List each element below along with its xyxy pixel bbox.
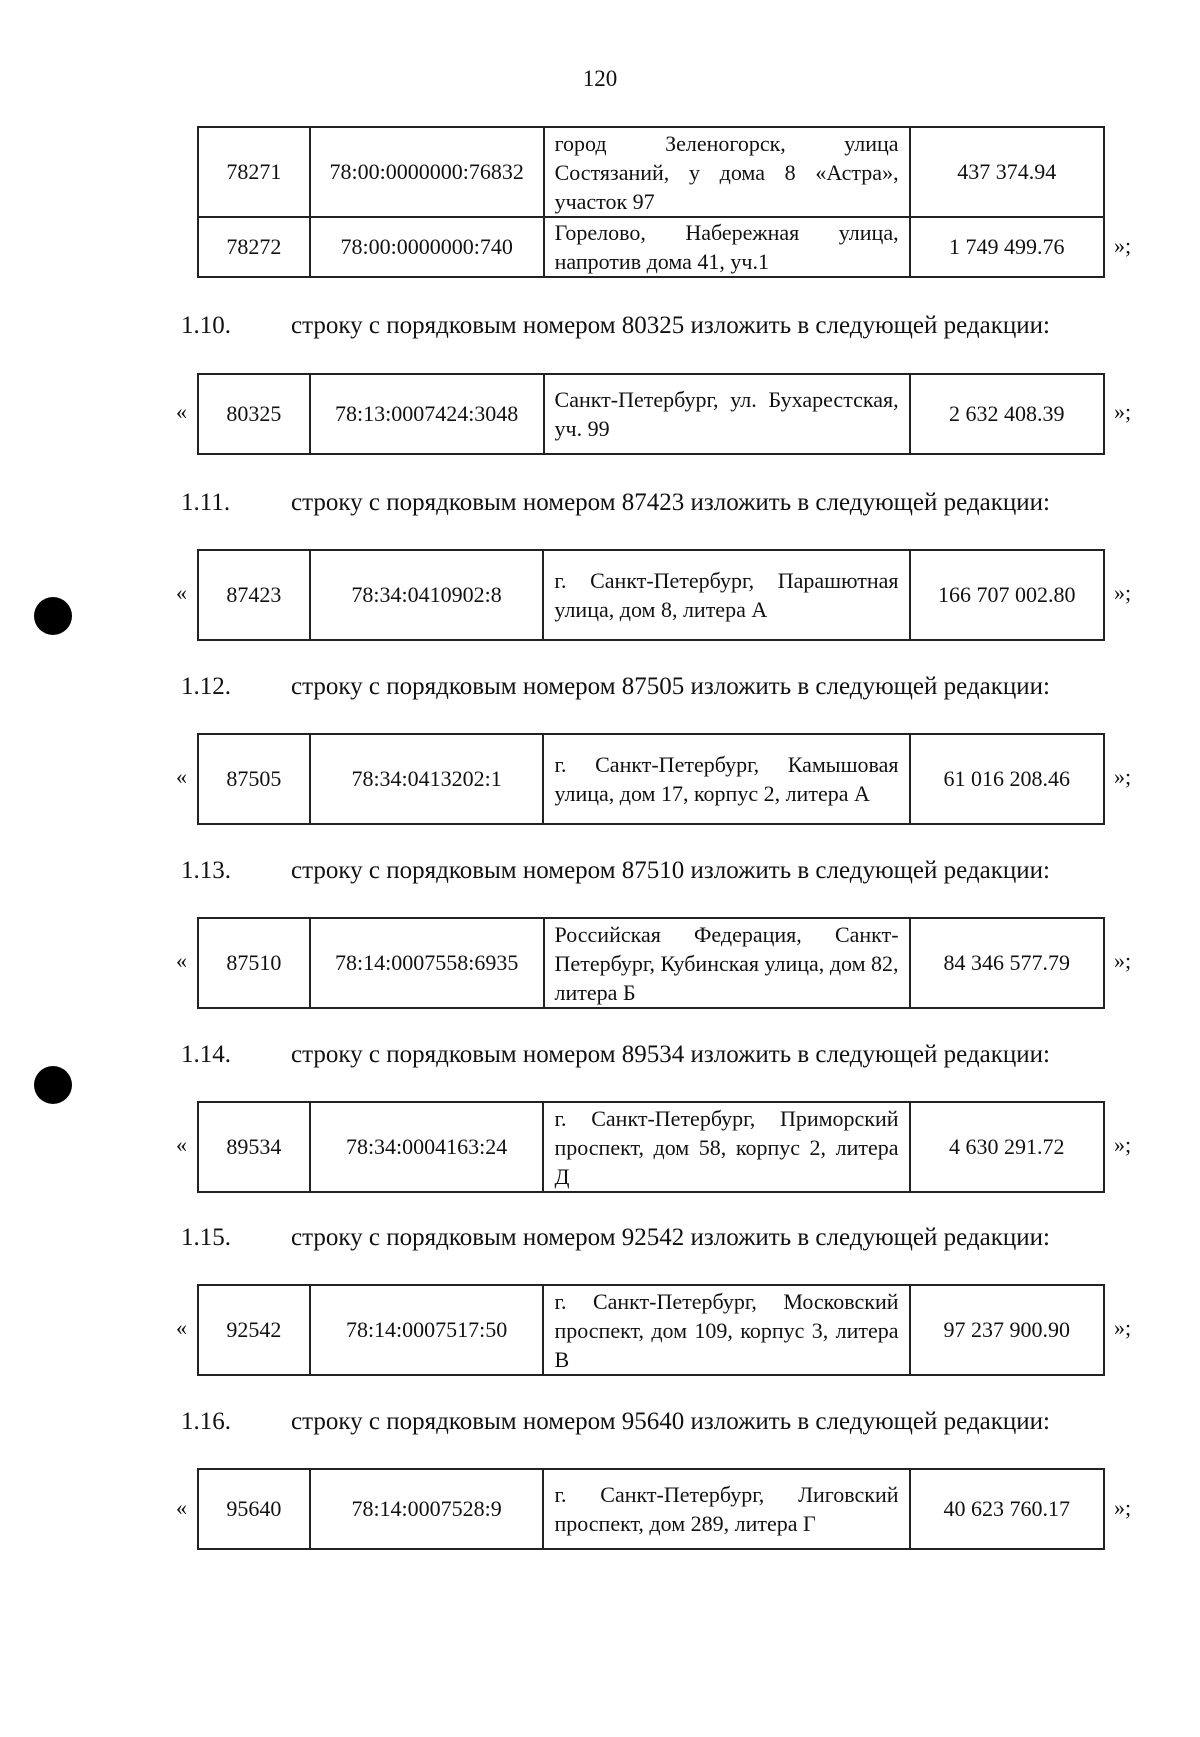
address: Горелово, Набережная улица, напротив дома 41, уч.1 — [544, 217, 910, 277]
open-quote: « — [176, 1132, 187, 1157]
row-number: 92542 — [198, 1285, 310, 1375]
amendment-item — [181, 1408, 1050, 1436]
close-quote: »; — [1114, 764, 1132, 789]
row-number: 78271 — [198, 127, 310, 217]
amendment-item — [181, 312, 1050, 340]
item-number: 1.15. — [181, 1224, 231, 1251]
cadastral-number: 78:13:0007424:3048 — [310, 374, 544, 454]
close-quote: »; — [1114, 399, 1132, 424]
registry-table — [197, 917, 1105, 1009]
address: город Зеленогорск, улица Состязаний, у дома 8 «Астра», участок 97 — [544, 127, 910, 217]
page-number: 120 — [582, 66, 618, 91]
amendment-item — [181, 1041, 1050, 1069]
open-quote: « — [176, 764, 187, 789]
cadastral-value: 4 630 291.72 — [910, 1102, 1104, 1192]
cadastral-number: 78:14:0007558:6935 — [310, 918, 544, 1008]
cadastral-value: 2 632 408.39 — [910, 374, 1104, 454]
punch-hole-mark — [34, 1066, 72, 1104]
registry-table — [197, 1468, 1105, 1550]
item-text: строку с порядковым номером 95640 изложить в следующей редакции: — [291, 1408, 1050, 1435]
close-quote: »; — [1114, 233, 1132, 258]
address: г. Санкт-Петербург, Лиговский проспект, дом 289, литера Г — [543, 1469, 909, 1549]
registry-table-top — [197, 126, 1105, 278]
cadastral-number: 78:14:0007528:9 — [310, 1469, 544, 1549]
item-text: строку с порядковым номером 92542 изложить в следующей редакции: — [291, 1224, 1050, 1251]
amendment-item — [181, 1224, 1050, 1252]
cadastral-value: 40 623 760.17 — [910, 1469, 1105, 1549]
cadastral-value: 97 237 900.90 — [910, 1285, 1104, 1375]
address: г. Санкт-Петербург, Парашютная улица, дом 8, литера А — [543, 550, 909, 640]
open-quote: « — [176, 580, 187, 605]
registry-table — [197, 373, 1105, 455]
cadastral-value: 166 707 002.80 — [910, 550, 1105, 640]
close-quote: »; — [1114, 1495, 1132, 1520]
address: г. Санкт-Петербург, Московский проспект, дом 109, корпус 3, литера В — [543, 1285, 909, 1375]
cadastral-value: 61 016 208.46 — [910, 734, 1104, 824]
item-text: строку с порядковым номером 87423 изложить в следующей редакции: — [291, 489, 1050, 516]
table-row — [198, 1469, 1104, 1549]
punch-hole-mark — [34, 597, 72, 635]
cadastral-number: 78:00:0000000:740 — [310, 217, 544, 277]
table-row — [198, 217, 1104, 277]
row-number: 87423 — [198, 550, 310, 640]
open-quote: « — [176, 399, 187, 424]
cadastral-number: 78:34:0413202:1 — [310, 734, 544, 824]
address: Санкт-Петербург, ул. Бухарестская, уч. 99 — [544, 374, 910, 454]
item-number: 1.16. — [181, 1408, 231, 1435]
item-number: 1.12. — [181, 673, 231, 700]
cadastral-number: 78:14:0007517:50 — [310, 1285, 544, 1375]
close-quote: »; — [1114, 580, 1132, 605]
cadastral-value: 84 346 577.79 — [910, 918, 1104, 1008]
item-number: 1.14. — [181, 1041, 231, 1068]
item-text: строку с порядковым номером 89534 изложить в следующей редакции: — [291, 1041, 1050, 1068]
close-quote: »; — [1114, 1132, 1132, 1157]
cadastral-value: 437 374.94 — [910, 127, 1104, 217]
amendment-item — [181, 673, 1050, 701]
row-number: 80325 — [198, 374, 310, 454]
open-quote: « — [176, 1315, 187, 1340]
row-number: 78272 — [198, 217, 310, 277]
open-quote: « — [176, 948, 187, 973]
item-number: 1.13. — [181, 857, 231, 884]
row-number: 95640 — [198, 1469, 310, 1549]
close-quote: »; — [1114, 948, 1132, 973]
amendment-item — [181, 857, 1050, 885]
item-text: строку с порядковым номером 80325 изложить в следующей редакции: — [291, 312, 1050, 339]
item-text: строку с порядковым номером 87510 изложить в следующей редакции: — [291, 857, 1050, 884]
row-number: 89534 — [198, 1102, 310, 1192]
item-number: 1.11. — [181, 489, 231, 516]
item-text: строку с порядковым номером 87505 изложить в следующей редакции: — [291, 673, 1050, 700]
cadastral-number: 78:34:0004163:24 — [310, 1102, 544, 1192]
close-quote: »; — [1114, 1315, 1132, 1340]
registry-table — [197, 1284, 1105, 1376]
row-number: 87510 — [198, 918, 310, 1008]
item-number: 1.10. — [181, 312, 231, 339]
cadastral-number: 78:00:0000000:76832 — [310, 127, 544, 217]
table-row — [198, 374, 1104, 454]
registry-table — [197, 1101, 1105, 1193]
table-row — [198, 734, 1104, 824]
cadastral-value: 1 749 499.76 — [910, 217, 1104, 277]
address: г. Санкт-Петербург, Приморский проспект, дом 58, корпус 2, литера Д — [543, 1102, 909, 1192]
cadastral-number: 78:34:0410902:8 — [310, 550, 544, 640]
address: г. Санкт-Петербург, Камышовая улица, дом 17, корпус 2, литера А — [543, 734, 909, 824]
table-row — [198, 1102, 1104, 1192]
open-quote: « — [176, 1495, 187, 1520]
row-number: 87505 — [198, 734, 310, 824]
amendment-item — [181, 489, 1050, 517]
address: Российская Федерация, Санкт-Петербург, Кубинская улица, дом 82, литера Б — [544, 918, 910, 1008]
table-row — [198, 550, 1104, 640]
registry-table — [197, 549, 1105, 641]
registry-table — [197, 733, 1105, 825]
table-row — [198, 918, 1104, 1008]
table-row — [198, 127, 1104, 217]
table-row — [198, 1285, 1104, 1375]
